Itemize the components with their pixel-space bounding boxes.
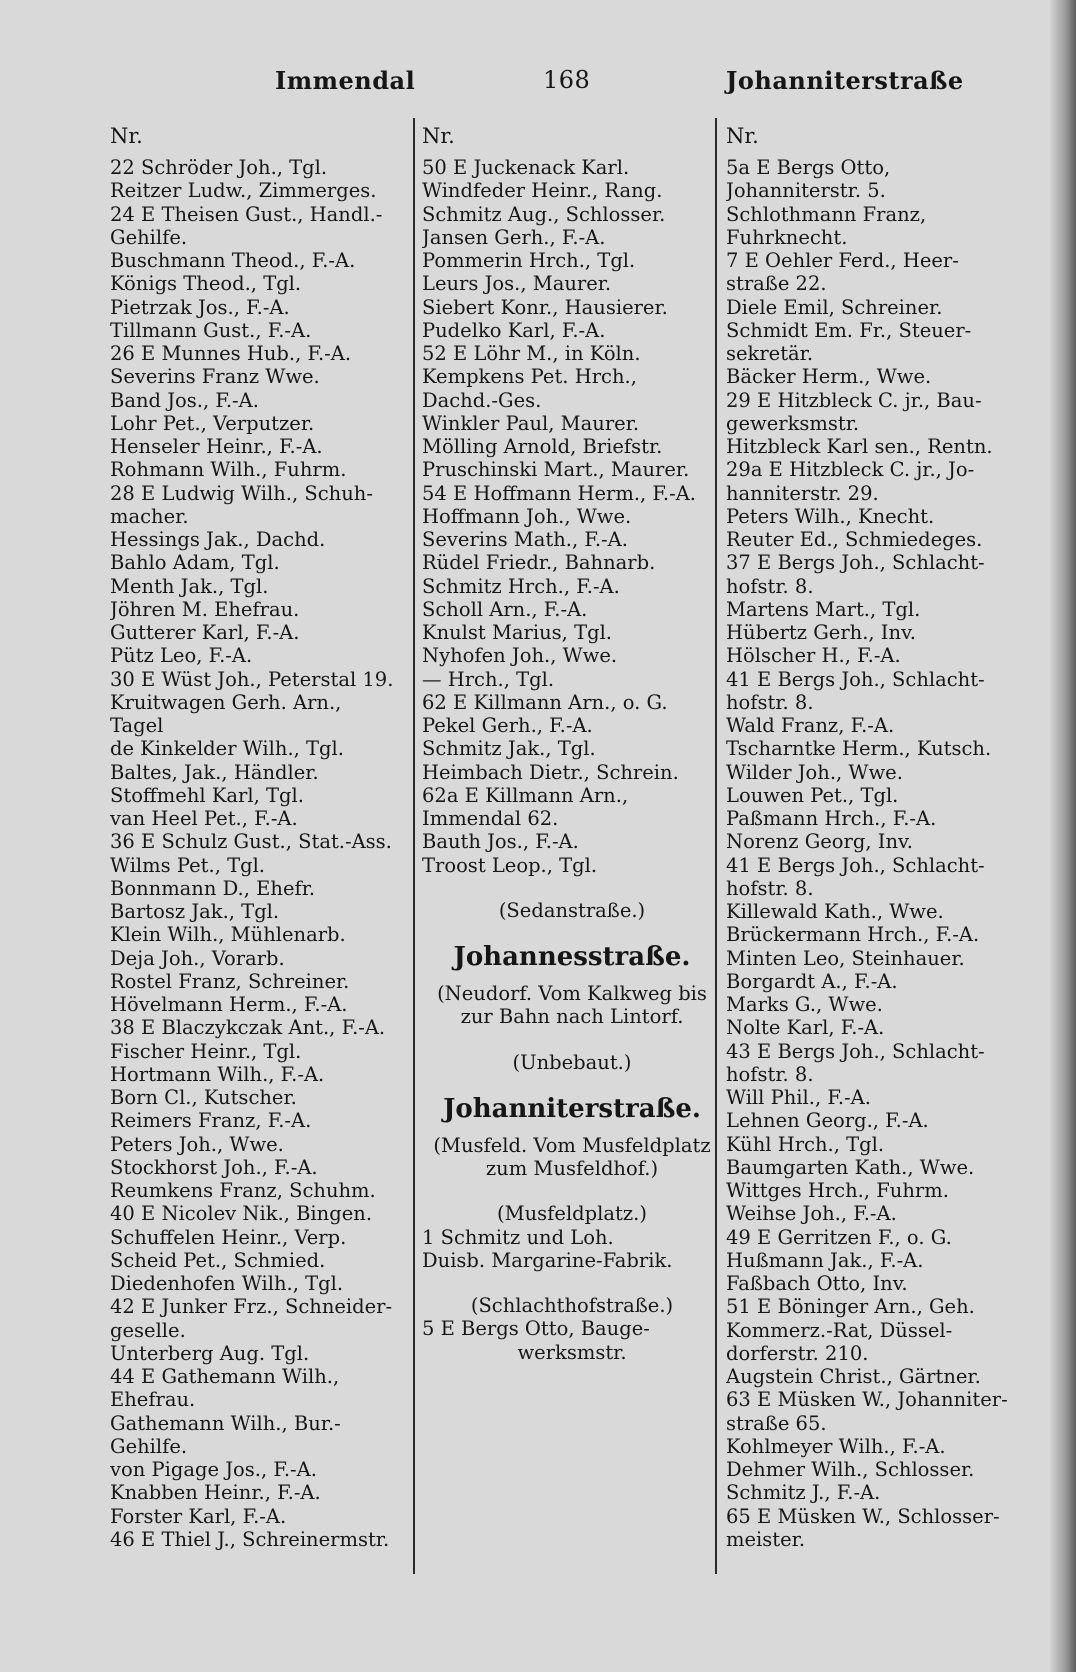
directory-entry: Tillmann Gust., F.-A. [110,318,312,342]
directory-entry: 29a E Hitzbleck C. jr., Jo- [726,458,975,482]
directory-entry: Borgardt A., F.-A. [726,969,898,993]
column-2 [422,116,722,1578]
directory-entry: Pudelko Karl, F.-A. [422,318,606,342]
directory-entry: Fischer Heinr., Tgl. [110,1039,302,1063]
directory-entry: Will Phil., F.-A. [726,1086,871,1109]
directory-entry: Königs Theod., Tgl. [110,272,302,296]
directory-entry: Pommerin Hrch., Tgl. [422,249,636,272]
directory-entry: zur Bahn nach Lintorf. [460,1005,684,1029]
directory-entry: hofstr. 8. [726,1062,814,1086]
directory-entry: Louwen Pet., Tgl. [726,783,899,807]
directory-entry: Knulst Marius, Tgl. [422,621,613,644]
directory-entry: Brückermann Hrch., F.-A. [726,923,980,947]
directory-entry: Wilms Pet., Tgl. [110,853,266,877]
directory-entry: Marks G., Wwe. [726,993,883,1016]
directory-entry: Leurs Jos., Maurer. [422,272,612,296]
directory-entry: Pruschinski Mart., Maurer. [422,458,690,482]
directory-entry: Martens Mart., Tgl. [726,597,921,621]
spacer [422,1272,722,1294]
directory-entry: (Musfeld. Vom Musfeldplatz [433,1133,711,1157]
directory-entry: Dehmer Wilh., Schlosser. [726,1458,975,1481]
directory-entry: Johanniterstr. 5. [726,179,886,203]
header-left-street: Immendal [275,66,416,95]
street-heading: Johanniterstraße. [443,1093,701,1124]
directory-entry: Ehefrau. [110,1388,196,1412]
directory-entry: Born Cl., Kutscher. [110,1086,297,1109]
directory-entry: Pütz Leo, F.-A. [110,644,253,668]
directory-entry: Hölscher H., F.-A. [726,644,901,668]
column-label: Nr. [110,124,143,148]
directory-entry: Deja Joh., Vorarb. [110,946,285,970]
directory-entry: 29 E Hitzbleck C. jr., Bau- [726,388,982,412]
directory-entry: 62 E Killmann Arn., o. G. [422,690,668,714]
directory-entry: meister. [726,1527,806,1551]
directory-entry: van Heel Pet., F.-A. [110,807,298,830]
column-3 [726,116,1026,1578]
directory-entry: (Unbebaut.) [512,1050,632,1074]
directory-entry: 65 E Müsken W., Schlosser- [726,1504,1000,1528]
directory-entry: Immendal 62. [422,807,559,830]
directory-entry: Kühl Hrch., Tgl. [726,1132,885,1156]
directory-entry: Peters Wilh., Knecht. [726,504,935,528]
directory-entry: Tagel [110,714,164,737]
directory-entry: macher. [110,504,189,528]
directory-entry: Augstein Christ., Gärtner. [726,1365,981,1388]
directory-entry: Tscharntke Herm., Kutsch. [726,737,992,761]
directory-entry: hofstr. 8. [726,574,814,598]
directory-entry: Nyhofen Joh., Wwe. [422,644,618,668]
directory-entry: — Hrch., Tgl. [422,667,555,691]
directory-entry: 54 E Hoffmann Herm., F.-A. [422,481,696,505]
directory-entry: 24 E Theisen Gust., Handl.- [110,202,383,226]
directory-entry: Rohmann Wilh., Fuhrm. [110,458,347,482]
column-label: Nr. [726,124,759,148]
directory-entry: Severins Math., F.-A. [422,528,628,551]
directory-entry: Wittges Hrch., Fuhrm. [726,1179,949,1202]
directory-entry: Hessings Jak., Dachd. [110,528,326,551]
directory-entry: Reumkens Franz, Schuhm. [110,1179,376,1202]
directory-entry: Henseler Heinr., F.-A. [110,435,323,458]
directory-entry: Mölling Arnold, Briefstr. [422,435,663,458]
directory-entry: Hitzbleck Karl sen., Rentn. [726,435,993,458]
directory-entry: Knabben Heinr., F.-A. [110,1481,321,1505]
directory-entry: Hövelmann Herm., F.-A. [110,993,348,1016]
directory-entry: Stoffmehl Karl, Tgl. [110,783,304,807]
directory-entry: von Pigage Jos., F.-A. [110,1458,317,1481]
directory-entry: Wald Franz, F.-A. [726,714,895,737]
directory-entry: Jansen Gerh., F.-A. [422,225,606,249]
page-number: 168 [543,66,591,94]
column-1 [110,116,410,1578]
directory-entry: Reuter Ed., Schmiedeges. [726,528,983,551]
directory-entry: straße 22. [726,272,827,296]
directory-entry: Gehilfe. [110,1434,188,1458]
directory-entry: 28 E Ludwig Wilh., Schuh- [110,481,373,505]
directory-entry: Kruitwagen Gerh. Arn., [110,690,342,714]
directory-entry: Buschmann Theod., F.-A. [110,249,356,272]
directory-entry: Schmidt Em. Fr., Steuer- [726,318,972,342]
directory-entry: Stockhorst Joh., F.-A. [110,1155,318,1179]
directory-entry: 51 E Böninger Arn., Geh. [726,1295,975,1319]
directory-entry: Forster Karl, F.-A. [110,1504,287,1528]
directory-entry: dorferstr. 210. [726,1341,869,1365]
directory-entry: Baltes, Jak., Händler. [110,760,319,784]
directory-entry: Gathemann Wilh., Bur.- [110,1411,341,1435]
directory-entry: Lehnen Georg., F.-A. [726,1109,929,1133]
directory-entry: Siebert Konr., Hausierer. [422,295,668,319]
directory-entry: Menth Jak., Tgl. [110,574,269,598]
directory-entry: Pietrzak Jos., F.-A. [110,295,290,319]
directory-entry: Faßbach Otto, Inv. [726,1272,908,1295]
directory-entry: 52 E Löhr M., in Köln. [422,342,641,365]
directory-entry: Diele Emil, Schreiner. [726,295,943,319]
directory-entry: Scholl Arn., F.-A. [422,597,588,621]
directory-entry: 44 E Gathemann Wilh., [110,1365,340,1388]
spacer [422,1074,722,1084]
directory-entry: Schuffelen Heinr., Verp. [110,1225,347,1249]
spacer [422,1180,722,1202]
directory-entry: Norenz Georg, Inv. [726,830,913,854]
directory-entry: 49 E Gerritzen F., o. G. [726,1225,952,1249]
directory-entry: Rüdel Friedr., Bahnarb. [422,551,656,575]
directory-entry: Bonnmann D., Ehefr. [110,876,316,900]
directory-entry: Paßmann Hrch., F.-A. [726,807,937,830]
directory-entry: Klein Wilh., Mühlenarb. [110,923,346,947]
directory-entry: Schmitz Jak., Tgl. [422,737,596,761]
directory-entry: Unterberg Aug. Tgl. [110,1341,310,1365]
directory-entry: hofstr. 8. [726,876,814,900]
column-divider [413,118,415,1574]
directory-entry: 43 E Bergs Joh., Schlacht- [726,1039,985,1063]
directory-entry: hofstr. 8. [726,690,814,714]
directory-entry: 38 E Blaczykczak Ant., F.-A. [110,1016,386,1040]
directory-entry: Schmitz Aug., Schlosser. [422,202,666,226]
directory-entry: Troost Leop., Tgl. [422,853,598,877]
directory-entry: zum Musfeldhof.) [485,1157,659,1180]
directory-entry: 40 E Nicolev Nik., Bingen. [110,1202,373,1226]
directory-entry: Hübertz Gerh., Inv. [726,621,916,644]
directory-entry: Bartosz Jak., Tgl. [110,900,280,923]
directory-entry: Bahlo Adam, Tgl. [110,551,280,575]
directory-entry: 42 E Junker Frz., Schneider- [110,1295,393,1319]
directory-entry: Winkler Paul, Maurer. [422,411,640,435]
directory-entry: Fuhrknecht. [726,225,848,249]
directory-entry: Scheid Pet., Schmied. [110,1248,326,1272]
directory-entry: 63 E Müsken W., Johanniter- [726,1388,1008,1412]
street-heading: Johannesstraße. [453,942,691,972]
directory-entry: Killewald Kath., Wwe. [726,900,944,923]
directory-entry: 41 E Bergs Joh., Schlacht- [726,667,985,691]
spacer [422,922,722,932]
directory-entry: Gutterer Karl, F.-A. [110,621,300,644]
directory-entry: 7 E Oehler Ferd., Heer- [726,249,959,272]
directory-entry: Kempkens Pet. Hrch., [422,365,637,389]
directory-entry: 46 E Thiel J., Schreinermstr. [110,1527,390,1551]
directory-entry: de Kinkelder Wilh., Tgl. [110,737,344,761]
directory-entry: straße 65. [726,1411,827,1435]
directory-entry: geselle. [110,1318,186,1342]
directory-entry: Hoffmann Joh., Wwe. [422,504,632,528]
header-right-street: Johanniterstraße [726,66,964,95]
directory-entry: (Sedanstraße.) [498,898,646,922]
directory-entry: hanniterstr. 29. [726,481,879,505]
directory-entry: Kohlmeyer Wilh., F.-A. [726,1434,946,1458]
directory-entry: Baumgarten Kath., Wwe. [726,1155,975,1179]
directory-entry: werksmstr. [517,1340,627,1364]
directory-entry: Hußmann Jak., F.-A. [726,1248,924,1272]
directory-entry: Diedenhofen Wilh., Tgl. [110,1272,344,1295]
directory-entry: 22 Schröder Joh., Tgl. [110,156,328,179]
directory-entry: 30 E Wüst Joh., Peterstal 19. [110,667,394,691]
directory-entry: Wilder Joh., Wwe. [726,760,903,784]
directory-entry: Bäcker Herm., Wwe. [726,365,932,389]
directory-entry: Heimbach Dietr., Schrein. [422,760,679,784]
directory-entry: Hortmann Wilh., F.-A. [110,1062,325,1086]
directory-entry: 5 E Bergs Otto, Bauge- [422,1317,650,1341]
directory-entry: Rostel Franz, Schreiner. [110,969,350,993]
directory-entry: Duisb. Margarine-Fabrik. [422,1248,673,1272]
directory-entry: 26 E Munnes Hub., F.-A. [110,342,352,365]
spacer [422,877,722,899]
directory-entry: Schlothmann Franz, [726,202,927,226]
directory-entry: 5a E Bergs Otto, [726,156,891,179]
directory-entry: (Neudorf. Vom Kalkweg bis [437,982,707,1005]
directory-entry: Weihse Joh., F.-A. [726,1202,897,1226]
directory-entry: Schmitz Hrch., F.-A. [422,574,620,598]
directory-entry: 36 E Schulz Gust., Stat.-Ass. [110,830,392,854]
directory-entry: Schmitz J., F.-A. [726,1481,881,1505]
directory-entry: Kommerz.-Rat, Düssel- [726,1318,953,1342]
directory-entry: Nolte Karl, F.-A. [726,1016,885,1040]
directory-entry: 37 E Bergs Joh., Schlacht- [726,551,985,575]
directory-entry: Severins Franz Wwe. [110,365,320,389]
directory-entry: gewerksmstr. [726,411,860,435]
directory-entry: 50 E Juckenack Karl. [422,156,630,179]
directory-entry: Windfeder Heinr., Rang. [422,179,663,203]
directory-entry: Jöhren M. Ehefrau. [110,597,300,621]
directory-entry: Pekel Gerh., F.-A. [422,714,593,737]
spacer [422,1029,722,1051]
directory-entry: Lohr Pet., Verputzer. [110,411,315,435]
directory-entry: Gehilfe. [110,225,188,249]
directory-entry: (Schlachthofstraße.) [470,1294,674,1317]
directory-entry: Bauth Jos., F.-A. [422,830,579,854]
directory-entry: Reitzer Ludw., Zimmerges. [110,179,377,203]
directory-entry: (Musfeldplatz.) [497,1202,647,1226]
directory-entry: sekretär. [726,342,814,365]
directory-entry: Reimers Franz, F.-A. [110,1109,312,1133]
directory-entry: Peters Joh., Wwe. [110,1132,284,1156]
column-label: Nr. [422,124,455,148]
directory-entry: 62a E Killmann Arn., [422,783,629,807]
directory-entry: 41 E Bergs Joh., Schlacht- [726,853,985,877]
directory-entry: Band Jos., F.-A. [110,388,259,412]
directory-entry: Dachd.-Ges. [422,388,542,412]
directory-entry: Minten Leo, Steinhauer. [726,946,965,970]
directory-entry: 1 Schmitz und Loh. [422,1225,614,1249]
